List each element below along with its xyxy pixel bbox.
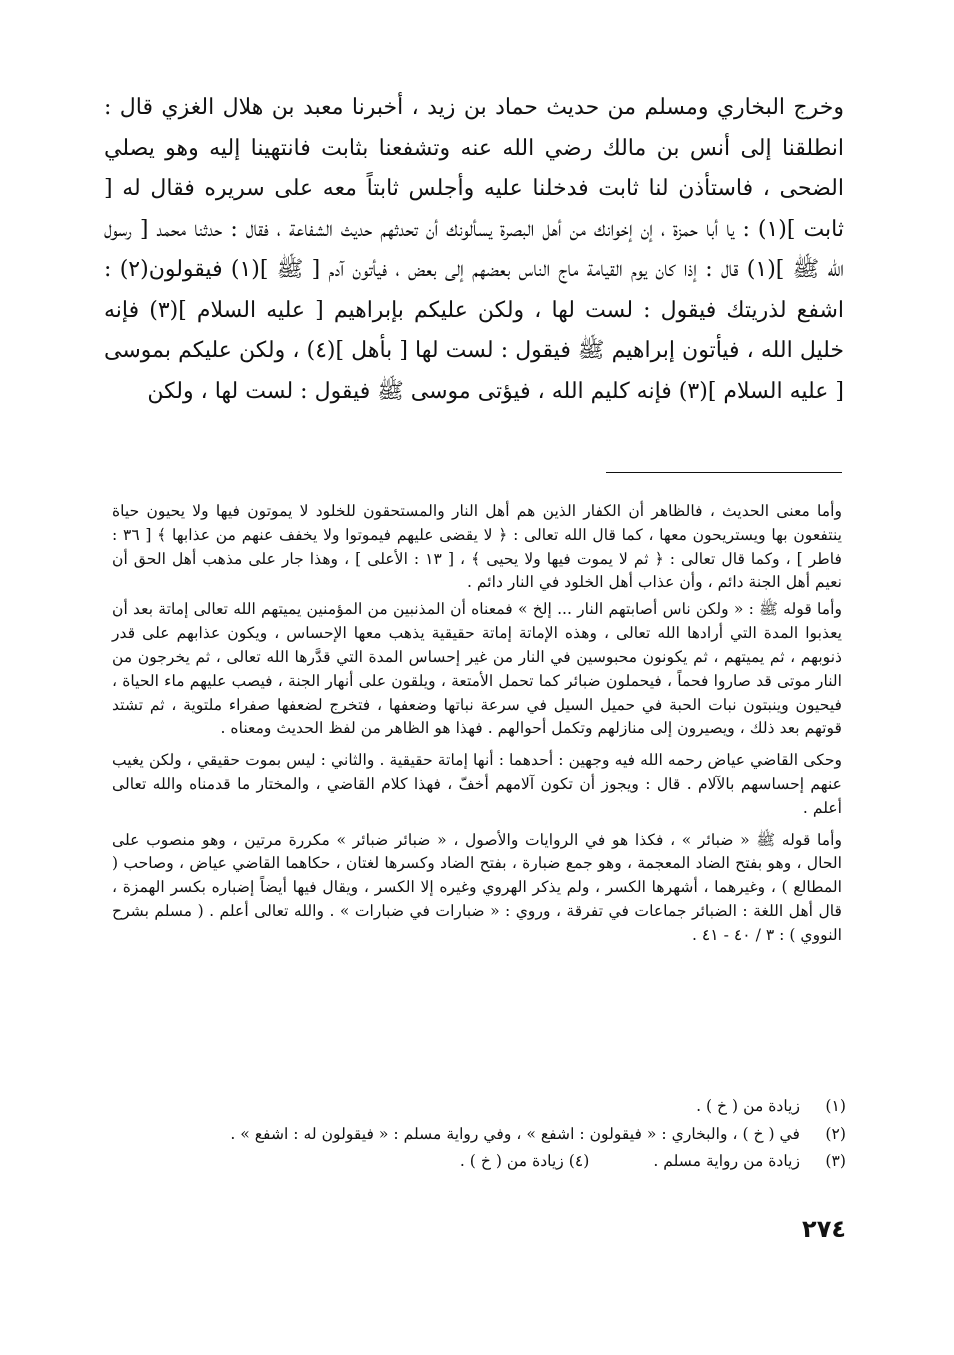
footnote-number: (١) — [825, 1097, 846, 1115]
commentary-paragraph-1: وأما معنى الحديث ، فالظاهر أن الكفار الذين هم أهل النار والمستحقون للخلود لا يموتون فيها ولا يحيون حياة ينتفعون بها ويستريحون معها ، كما قال الله تعالى : ﴿ لا يقضى عليهم فيموتوا ولا يخفف عنهم من عذابها ﴾ [ ٣٦ : فاطر ] ، وكما قال تعالى : ﴿ ثم لا يموت فيها ولا يحيى ﴾ ، [ ١٣ : الأعلى ] ، وهذا جار على مذهب أهل الحق أن نعيم أهل الجنة دائم ، وأن عذاب أهل الخلود في النار دائم . — [112, 502, 842, 592]
footnote-number: (٢) — [825, 1124, 846, 1143]
footnote-text: زيادة من رواية مسلم . — [653, 1152, 800, 1171]
footnote-2 — [112, 1121, 846, 1149]
commentary-paragraph-3: وحكى القاضي عياض رحمه الله فيه وجهين : أحدهما : أنها إماتة حقيقية . والثاني : ليس بموت حقيقي ، ولكن يغيب عنهم إحساسهم بالآلام . قال : ويجوز أن تكون آلامهم أخفّ ، فهذا كلام القاضي ، والمختار ما قدمناه والله تعالى أعلم . — [112, 751, 842, 817]
footnote-3 — [112, 1148, 846, 1176]
commentary-paragraph-2: وأما قوله ﷺ : « ولكن ناس أصابتهم النار ... إلخ » فمعناه أن المذنبين من المؤمنين يميتهم الله تعالى إماتة بعد أن يعذبوا المدة التي أرادها الله تعالى ، وهذه الإماتة إماتة حقيقية يذهب معها الإحساس ، ويكون عذابهم على قدر ذنوبهم ، ثم يميتهم ، ثم يكونون محبوسين في النار من غير إحساس المدة التي قدَّرها الله تعالى ، ثم يخرجون من النار موتى قد صاروا فحماً ، فيحملون ضبائر كما تحمل الأمتعة ، ويلقون على أنهار الجنة ، فيصب عليهم ماء الحياة ، فيحيون وينبتون نبات الحبة في حميل السيل في سرعة نباتها وضعفها ، فتخرج لضعفها صفراء ملتوية ، ثم تشتد قوتهم بعد ذلك ، ويصيرون إلى منازلهم وتكمل أحوالهم . فهذا هو الظاهر من لفظ الحديث ومعناه . — [112, 600, 842, 738]
commentary-block — [112, 500, 842, 951]
footnotes-block — [112, 1093, 846, 1176]
main-text-block — [104, 88, 844, 412]
main-paragraph: وخرج البخاري ومسلم من حديث حماد بن زيد ، أخبرنا معبد بن هلال الغزي قال : انطلقنا إلى أنس بن مالك رضي الله عنه وتشفعنا بثابت فانتهينا إليه وهو يصلي الضحى ، فاستأذن لنا ثابت فدخلنا عليه وأجلس ثابتاً معه على سريره فقال له [ ثابت ](١) : يا أبا حمزة ، إن إخوانك من أهل البصرة يسألونك أن تحدثهم حديث الشفاعة ، فقال : حدثنا محمد [ رسول الله ﷺ ](١) قال : إذا كان يوم القيامة ماج الناس بعضهم إلى بعض ، فيأتون آدم [ ﷺ ](١) فيقولون(٢) : اشفع لذريتك فيقول : لست لها ، ولكن عليكم بإبراهيم [ عليه السلام ](٣) فإنه خليل الله ، فيأتون إبراهيم ﷺ فيقول : لست لها [ بأهل ](٤) ، ولكن عليكم بموسى [ عليه السلام ](٣) فإنه كليم الله ، فيؤتى موسى ﷺ فيقول : لست لها ، ولكن — [104, 95, 845, 404]
page-number: ٢٧٤ — [802, 1215, 846, 1243]
footnote-1 — [112, 1093, 846, 1121]
commentary-paragraph-4: وأما قوله ﷺ « ضبائر » ، فكذا هو في الروايات والأصول ، « ضبائر ضبائر » مكررة مرتين ، وهو منصوب على الحال ، وهو بفتح الضاد المعجمة ، وهو جمع ضبارة ، بفتح الضاد وكسرها لغتان ، حكاهما القاضي عياض ، وصاحب ( المطالع ) ، وغيرهما ، أشهرها الكسر ، ولم يذكر الهروي وغيره إلا الكسر ، ويقال فيها أيضاً إضباره بكسر الهمزة ، قال أهل اللغة : الضبائر جماعات في تفرقة ، وروي : « ضبارات في ضبارات » . والله تعالى أعلم . ( مسلم بشرح النووي ) : ٣ / ٤٠ - ٤١ . — [112, 830, 842, 944]
footnote-separator-line — [606, 472, 842, 473]
footnote-text: في ( خ ) ، والبخاري : « فيقولون : اشفع » ، وفي رواية مسلم : « فيقولون له : اشفع » . — [230, 1124, 800, 1143]
footnote-4-inline: (٤) زيادة من ( خ ) . — [459, 1152, 590, 1171]
footnote-number: (٣) — [825, 1152, 846, 1171]
footnote-text: زيادة من ( خ ) . — [696, 1097, 800, 1115]
